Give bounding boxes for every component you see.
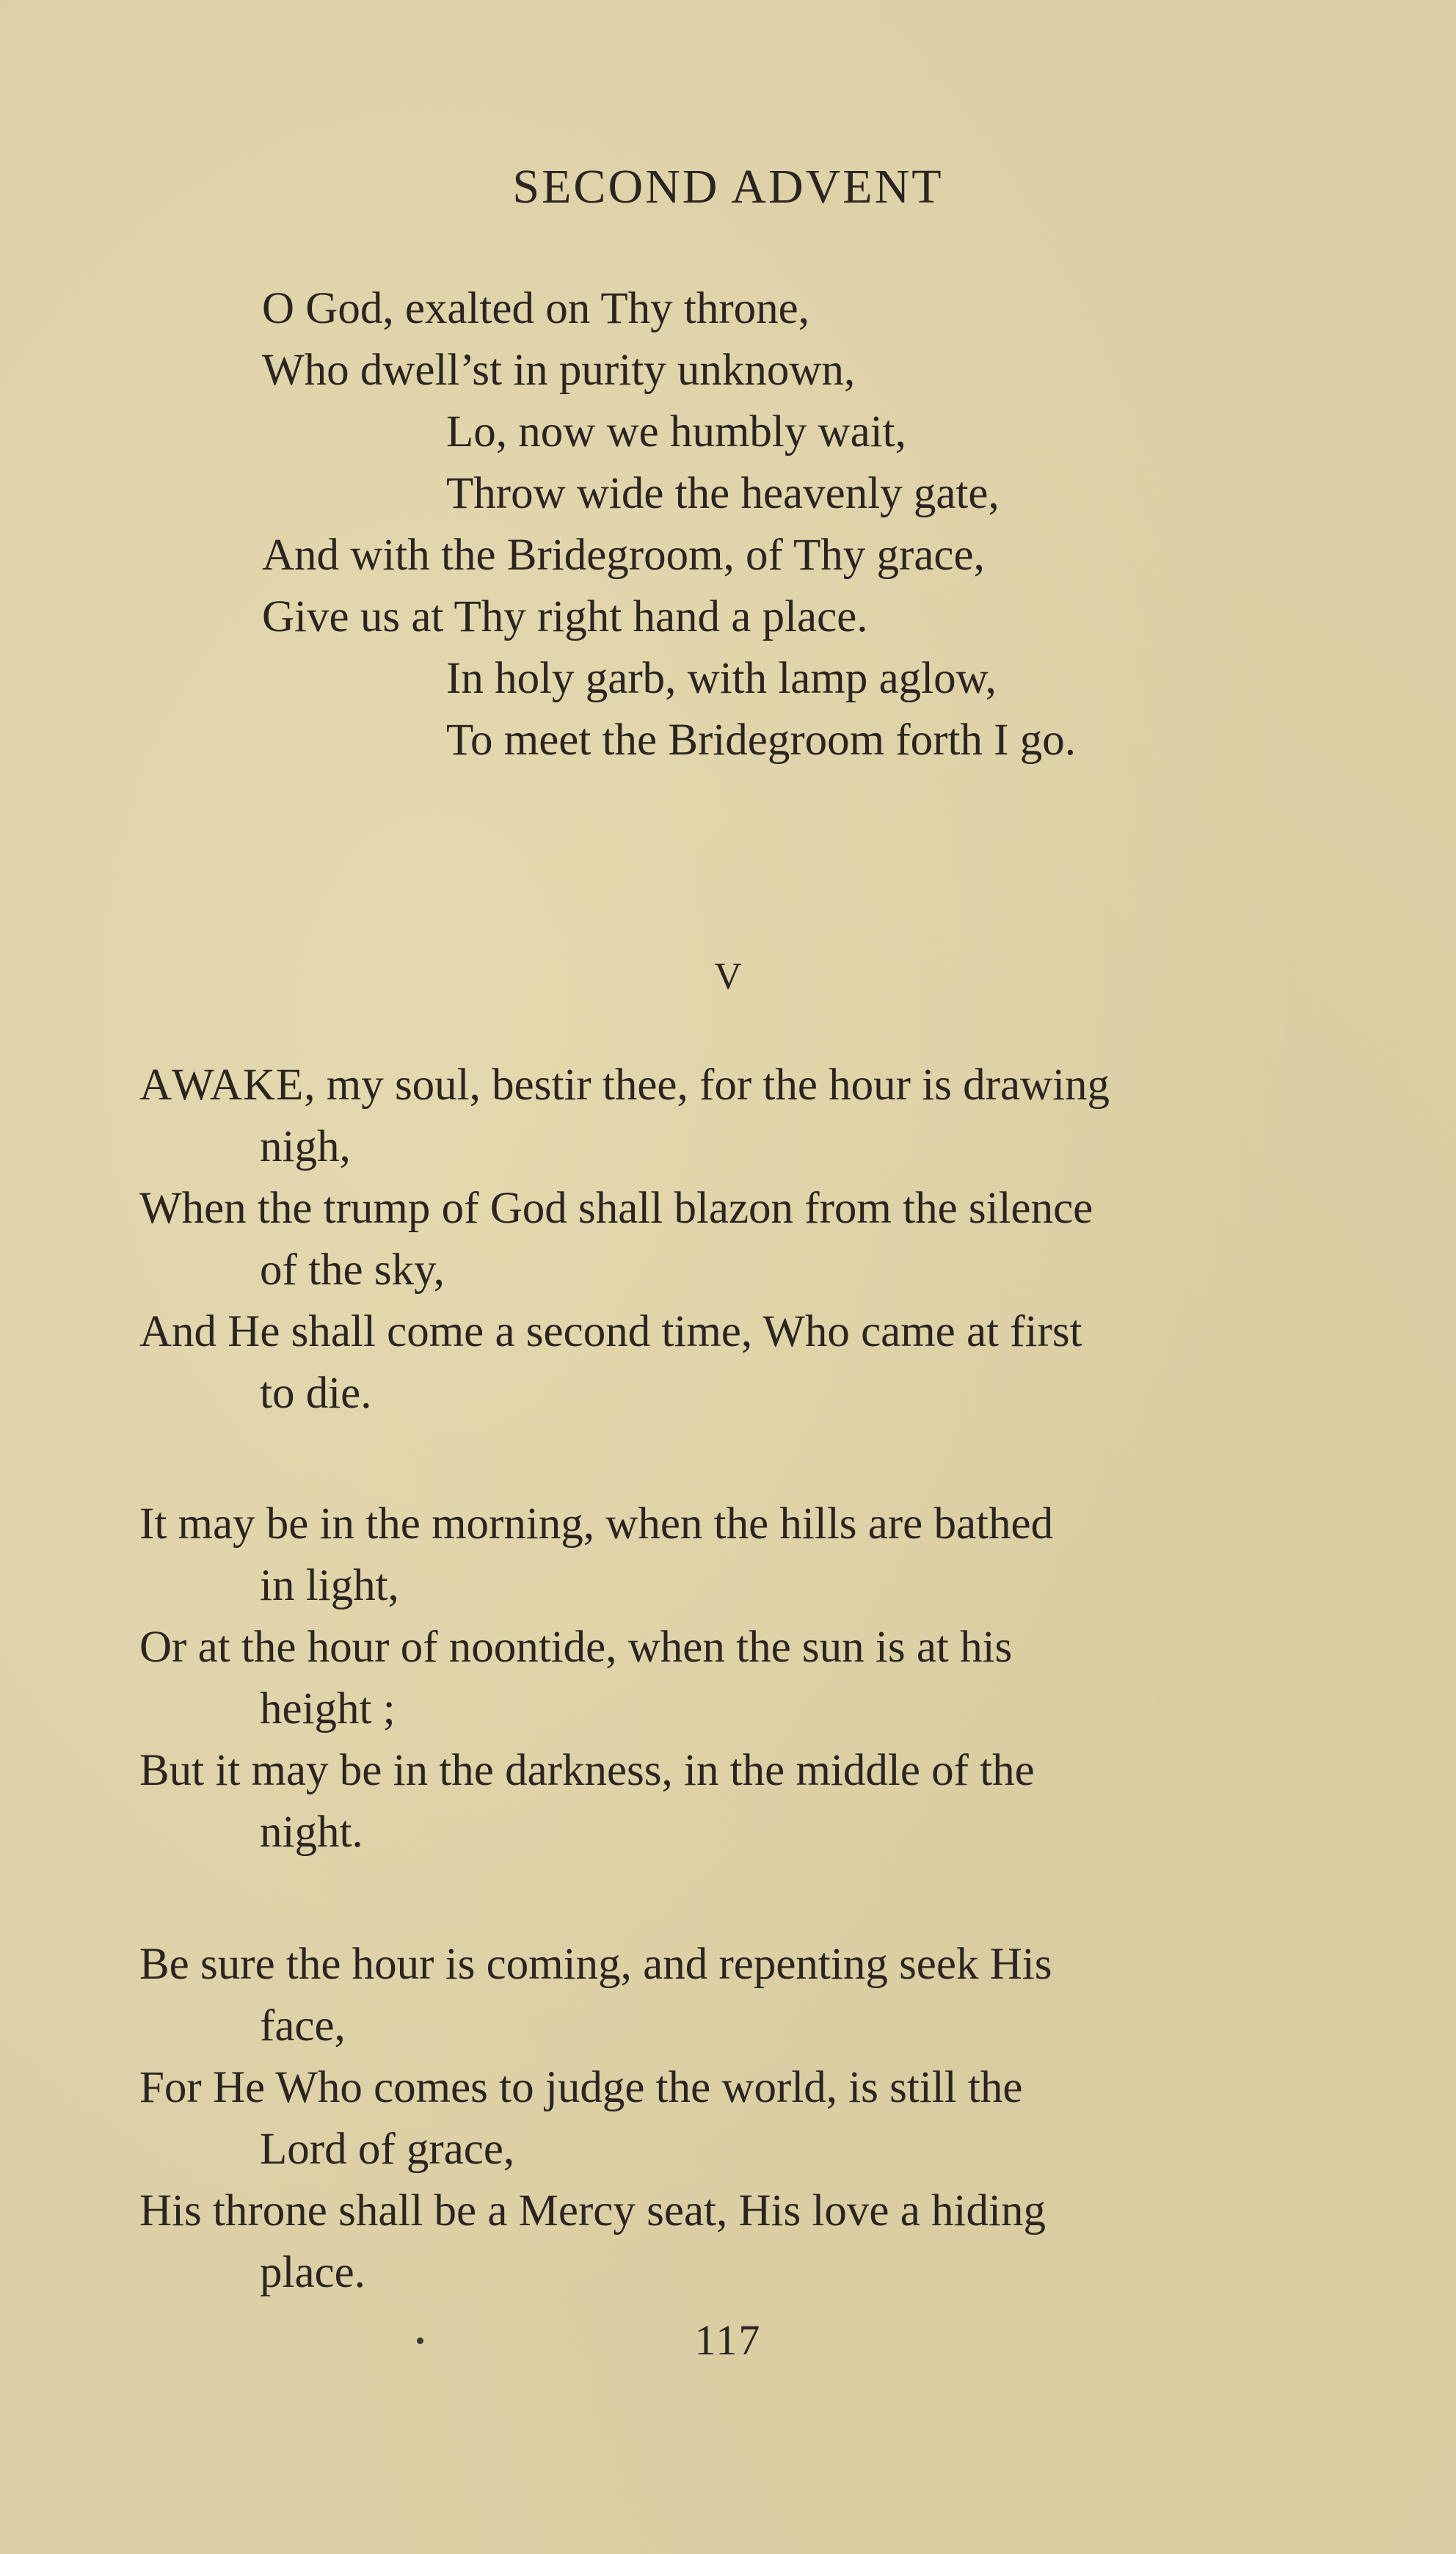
page-number: 117 bbox=[694, 2316, 762, 2364]
verse-line: Be sure the hour is coming, and repenting seek His bbox=[139, 1940, 1052, 1989]
verse-line: But it may be in the darkness, in the middle of the bbox=[139, 1746, 1035, 1795]
verse-line: to die. bbox=[260, 1369, 372, 1418]
verse-line bbox=[139, 1060, 1110, 1110]
verse-line: It may be in the morning, when the hills are bathed bbox=[139, 1499, 1054, 1549]
initial-letter: A bbox=[139, 1060, 172, 1110]
verse-line: For He Who comes to judge the world, is still the bbox=[139, 2063, 1023, 2112]
verse-line: Who dwell’st in purity unknown, bbox=[262, 346, 856, 395]
verse-line: To meet the Bridegroom forth I go. bbox=[446, 716, 1076, 765]
verse-line: Throw wide the heavenly gate, bbox=[446, 469, 1000, 518]
verse-line: And He shall come a second time, Who came at first bbox=[139, 1307, 1082, 1356]
first-line-rest: , my soul, bestir thee, for the hour is drawing bbox=[304, 1060, 1110, 1110]
initial-word-smallcaps: WAKE bbox=[172, 1060, 305, 1110]
verse-line: in light, bbox=[260, 1561, 399, 1610]
verse-line: Lord of grace, bbox=[260, 2125, 515, 2174]
verse-line: nigh, bbox=[260, 1122, 351, 1171]
verse-line: height ; bbox=[260, 1684, 396, 1733]
verse-line: In holy garb, with lamp aglow, bbox=[446, 654, 997, 703]
verse-line: And with the Bridegroom, of Thy grace, bbox=[262, 531, 985, 580]
verse-line: Lo, now we humbly wait, bbox=[446, 407, 906, 456]
running-head: SECOND ADVENT bbox=[512, 160, 944, 214]
verse-line: O God, exalted on Thy throne, bbox=[262, 284, 809, 333]
verse-line: face, bbox=[260, 2001, 346, 2051]
verse-line: of the sky, bbox=[260, 1245, 445, 1295]
verse-line: night. bbox=[260, 1808, 363, 1857]
verse-line: Or at the hour of noontide, when the sun is at his bbox=[139, 1623, 1013, 1672]
verse-line: Give us at Thy right hand a place. bbox=[262, 592, 868, 641]
verse-line: His throne shall be a Mercy seat, His love a hiding bbox=[139, 2186, 1046, 2235]
section-numeral: V bbox=[714, 956, 742, 997]
verse-line: place. bbox=[260, 2248, 365, 2297]
verse-line: When the trump of God shall blazon from the silence bbox=[139, 1184, 1093, 1233]
